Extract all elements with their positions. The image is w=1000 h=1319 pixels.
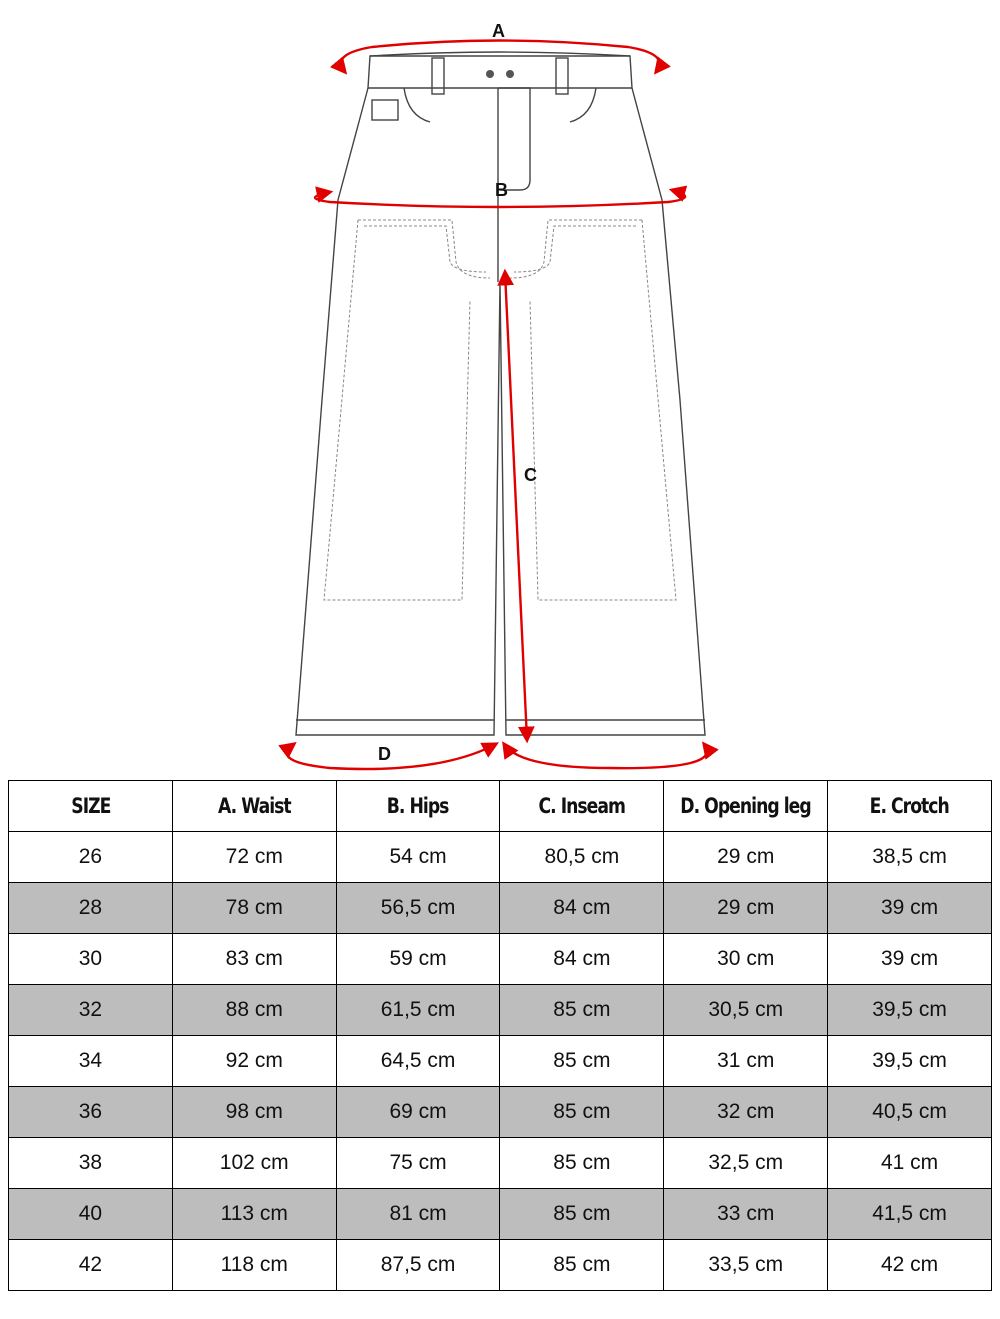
table-row [9,883,992,934]
table-cell: 39 cm [828,934,992,985]
table-cell: 75 cm [336,1138,500,1189]
table-cell: 85 cm [500,1036,664,1087]
table-cell: 102 cm [172,1138,336,1189]
table-row [9,1240,992,1291]
table-cell: 84 cm [500,883,664,934]
column-header-label: C. Inseam [538,794,626,818]
table-cell: 78 cm [172,883,336,934]
table-cell: 32,5 cm [664,1138,828,1189]
table-cell: 40,5 cm [828,1087,992,1138]
table-cell: 36 [9,1087,173,1138]
table-cell: 98 cm [172,1087,336,1138]
table-cell: 29 cm [664,832,828,883]
table-header-row [9,781,992,832]
table-cell: 64,5 cm [336,1036,500,1087]
table-cell: 83 cm [172,934,336,985]
button-and-rivets [486,70,514,78]
column-header-label: A. Waist [217,794,291,818]
table-cell: 33 cm [664,1189,828,1240]
table-row [9,1087,992,1138]
label-a: A [492,21,505,41]
table-row [9,1036,992,1087]
column-header [500,781,664,832]
column-header [664,781,828,832]
table-cell: 39,5 cm [828,985,992,1036]
column-header-label: D. Opening leg [680,794,811,818]
table-cell: 32 [9,985,173,1036]
table-cell: 85 cm [500,985,664,1036]
column-header [336,781,500,832]
table-cell: 39 cm [828,883,992,934]
table-cell: 38,5 cm [828,832,992,883]
table-body [9,832,992,1291]
table-cell: 33,5 cm [664,1240,828,1291]
table-cell: 113 cm [172,1189,336,1240]
table-cell: 88 cm [172,985,336,1036]
table-cell: 61,5 cm [336,985,500,1036]
table-cell: 26 [9,832,173,883]
table-cell: 30 [9,934,173,985]
measure-c-inseam [505,272,527,740]
stitching [324,220,676,600]
table-row [9,985,992,1036]
table-row [9,934,992,985]
table-cell: 28 [9,883,173,934]
table-row [9,832,992,883]
table-cell: 84 cm [500,934,664,985]
table-cell: 80,5 cm [500,832,664,883]
pants-outline [296,52,705,735]
table-row [9,1138,992,1189]
table-cell: 42 [9,1240,173,1291]
column-header-label: B. Hips [387,794,449,818]
table-cell: 38 [9,1138,173,1189]
table-cell: 30 cm [664,934,828,985]
label-c: C [524,465,537,485]
table-cell: 39,5 cm [828,1036,992,1087]
label-d: D [378,744,391,764]
table-cell: 54 cm [336,832,500,883]
table-cell: 85 cm [500,1240,664,1291]
size-chart-table [8,780,992,1291]
column-header [9,781,173,832]
table-cell: 81 cm [336,1189,500,1240]
table-cell: 72 cm [172,832,336,883]
table-cell: 34 [9,1036,173,1087]
table-cell: 118 cm [172,1240,336,1291]
table-cell: 41 cm [828,1138,992,1189]
table-cell: 85 cm [500,1189,664,1240]
table-cell: 56,5 cm [336,883,500,934]
table-cell: 59 cm [336,934,500,985]
label-b: B [495,180,508,200]
table-cell: 92 cm [172,1036,336,1087]
table-cell: 42 cm [828,1240,992,1291]
table-cell: 30,5 cm [664,985,828,1036]
column-header [172,781,336,832]
table-cell: 31 cm [664,1036,828,1087]
table-cell: 29 cm [664,883,828,934]
table-cell: 69 cm [336,1087,500,1138]
table-cell: 32 cm [664,1087,828,1138]
column-header-label: SIZE [70,794,110,818]
column-header-label: E. Crotch [870,794,950,818]
measure-d-opening-leg [287,744,707,769]
table-row [9,1189,992,1240]
table-cell: 40 [9,1189,173,1240]
table-cell: 85 cm [500,1087,664,1138]
column-header [828,781,992,832]
table-cell: 41,5 cm [828,1189,992,1240]
table-cell: 85 cm [500,1138,664,1189]
table-cell: 87,5 cm [336,1240,500,1291]
